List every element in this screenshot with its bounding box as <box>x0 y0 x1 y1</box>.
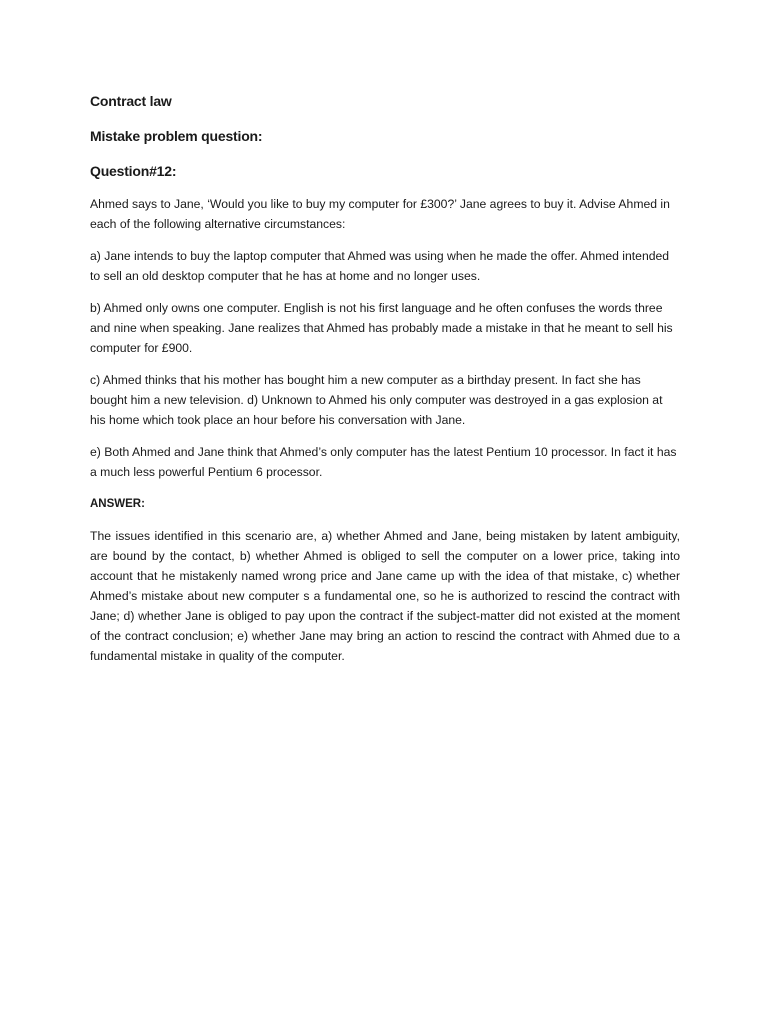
scenario-a: a) Jane intends to buy the laptop computer that Ahmed was using when he made the offer. Ahmed intended to sell an old desktop computer that he has at home and no longer uses. <box>90 249 670 283</box>
document-subtitle: Mistake problem question: <box>90 128 263 144</box>
answer-text: The issues identified in this scenario are, a) whether Ahmed and Jane, being mistaken by latent ambiguity, are bound by the contact, b) whether Ahmed is obliged to sell the computer on a lower price, taking into account that he mistakenly named wrong price and Jane came up with the idea of that mistake, c) whether Ahmed’s mistake about new computer s a fundamental one, so he is authorized to rescind the contract with Jane; d) whether Jane is obliged to pay upon the contract if the subject-matter did not existed at the moment of the contract conclusion; e) whether Jane may bring an action to rescind the contract with Ahmed due to a fundamental mistake in quality of the computer. <box>90 529 680 663</box>
answer-label: ANSWER: <box>90 498 145 510</box>
scenario-e: e) Both Ahmed and Jane think that Ahmed’s only computer has the latest Pentium 10 processor. In fact it has a much less powerful Pentium 6 processor. <box>90 445 677 479</box>
document-page <box>90 91 680 678</box>
document-title: Contract law <box>90 93 172 109</box>
scenario-c-d: c) Ahmed thinks that his mother has bought him a new computer as a birthday present. In fact she has bought him a new television. d) Unknown to Ahmed his only computer was destroyed in a gas explosion at his home which took place an hour before his conversation with Jane. <box>90 373 663 427</box>
question-heading: Question#12: <box>90 163 177 179</box>
question-intro: Ahmed says to Jane, ‘Would you like to buy my computer for £300?’ Jane agrees to buy it. Advise Ahmed in each of the following alternative circumstances: <box>90 197 670 231</box>
scenario-b: b) Ahmed only owns one computer. English is not his first language and he often confuses the words three and nine when speaking. Jane realizes that Ahmed has probably made a mistake in that he meant to sell his computer for £900. <box>90 301 673 355</box>
